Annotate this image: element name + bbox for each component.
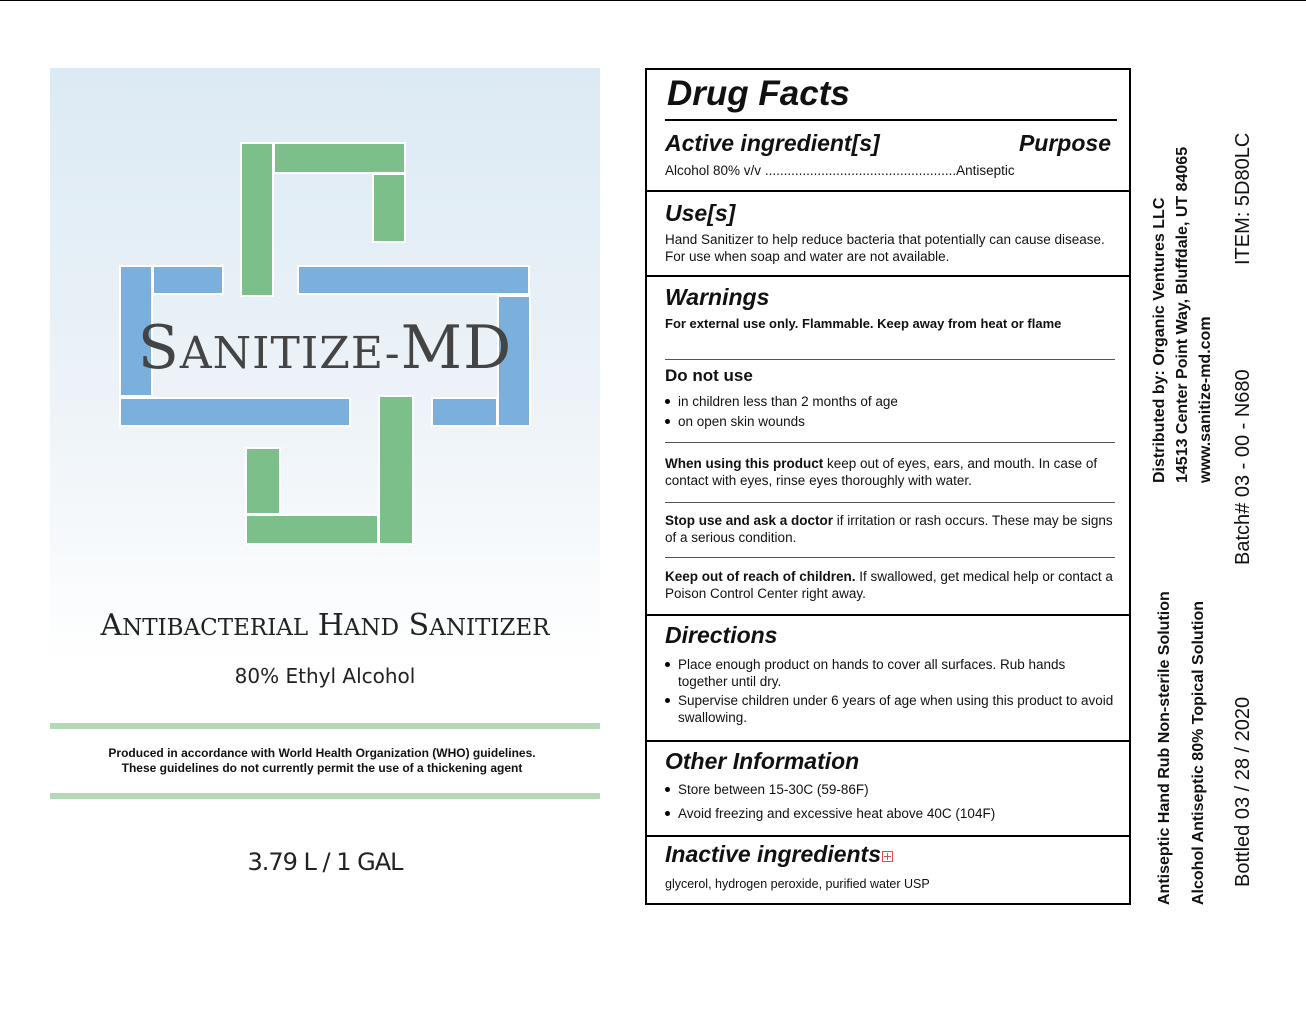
front-label xyxy=(50,68,600,920)
inactive-ingredients-heading: Inactive ingredients xyxy=(665,841,893,868)
section-divider xyxy=(647,835,1129,837)
green-divider-bottom xyxy=(50,793,600,799)
who-statement: Produced in accordance with World Health Organization (WHO) guidelines. These guidelines do not currently permit the use of a thickening agent xyxy=(108,746,536,775)
alcohol-strength: 80% Ethyl Alcohol xyxy=(234,664,416,688)
keep-out-text: Keep out of reach of children. If swallowed, get medical help or contact a Poison Control Center right away. xyxy=(665,569,1113,601)
brand-name: SANITIZE-MD xyxy=(137,313,513,383)
directions-item: Supervise children under 6 years of age when using this product to avoid swallowing. xyxy=(665,692,1115,726)
green-divider-top xyxy=(50,723,600,729)
top-border-line xyxy=(0,0,1306,1)
other-info-item: Avoid freezing and excessive heat above 40C (104F) xyxy=(665,805,1115,822)
other-info-item: Store between 15-30C (59-86F) xyxy=(665,781,1115,798)
section-divider xyxy=(647,740,1129,742)
do-not-use-item: in children less than 2 months of age xyxy=(665,393,1115,410)
solution-type-line: Antiseptic Hand Rub Non-sterile Solution xyxy=(1156,591,1173,905)
other-info-heading: Other Information xyxy=(665,748,860,774)
sub-divider xyxy=(665,442,1115,443)
topical-solution-line: Alcohol Antiseptic 80% Topical Solution xyxy=(1190,600,1207,905)
active-ingredient-line: Alcohol 80% v/v ...................................................Antiseptic xyxy=(665,163,1015,178)
directions-item: Place enough product on hands to cover all surfaces. Rub hands together until dry. xyxy=(665,656,1115,690)
bottled-date: Bottled 03 / 28 / 2020 xyxy=(1232,696,1254,887)
purpose-heading: Purpose xyxy=(1018,130,1111,156)
section-divider xyxy=(647,190,1129,192)
when-using-text: When using this product keep out of eyes, ears, and mouth. In case of contact with eyes, rinse eyes thoroughly with water. xyxy=(665,456,1098,488)
sub-divider xyxy=(665,359,1115,360)
uses-heading: Use[s] xyxy=(665,200,736,226)
item-number: ITEM: 5D80LC xyxy=(1232,132,1254,265)
plus-box-icon xyxy=(882,851,893,862)
volume-label: 3.79 L / 1 GAL xyxy=(247,848,403,876)
section-divider xyxy=(647,275,1129,277)
website-line: www.sanitize-md.com xyxy=(1197,316,1214,483)
uses-text: Hand Sanitizer to help reduce bacteria that potentially can cause disease. For use when soap and water are not available. xyxy=(665,232,1105,264)
inactive-ingredients-text: glycerol, hydrogen peroxide, purified water USP xyxy=(665,877,930,891)
stop-use-text: Stop use and ask a doctor if irritation or rash occurs. These may be signs of a serious condition. xyxy=(665,513,1113,545)
warnings-text: For external use only. Flammable. Keep away from heat or flame xyxy=(665,316,1062,331)
sub-divider xyxy=(665,557,1115,558)
distributor-address-line: 14513 Center Point Way, Bluffdale, UT 84065 xyxy=(1174,146,1191,483)
do-not-use-heading: Do not use xyxy=(665,366,753,385)
do-not-use-item: on open skin wounds xyxy=(665,413,1115,430)
distributor-line: Distributed by: Organic Ventures LLC xyxy=(1151,197,1168,483)
directions-heading: Directions xyxy=(665,622,778,648)
title-rule xyxy=(665,119,1117,121)
section-divider xyxy=(647,614,1129,616)
drug-facts-title: Drug Facts xyxy=(667,74,850,113)
product-name: ANTIBACTERIAL HAND SANITIZER xyxy=(100,608,550,643)
drug-facts-panel xyxy=(645,68,1131,905)
active-ingredient-heading: Active ingredient[s] xyxy=(665,130,880,156)
batch-number: Batch# 03 - 00 - N680 xyxy=(1232,369,1254,565)
warnings-heading: Warnings xyxy=(665,284,770,310)
sub-divider xyxy=(665,502,1115,503)
